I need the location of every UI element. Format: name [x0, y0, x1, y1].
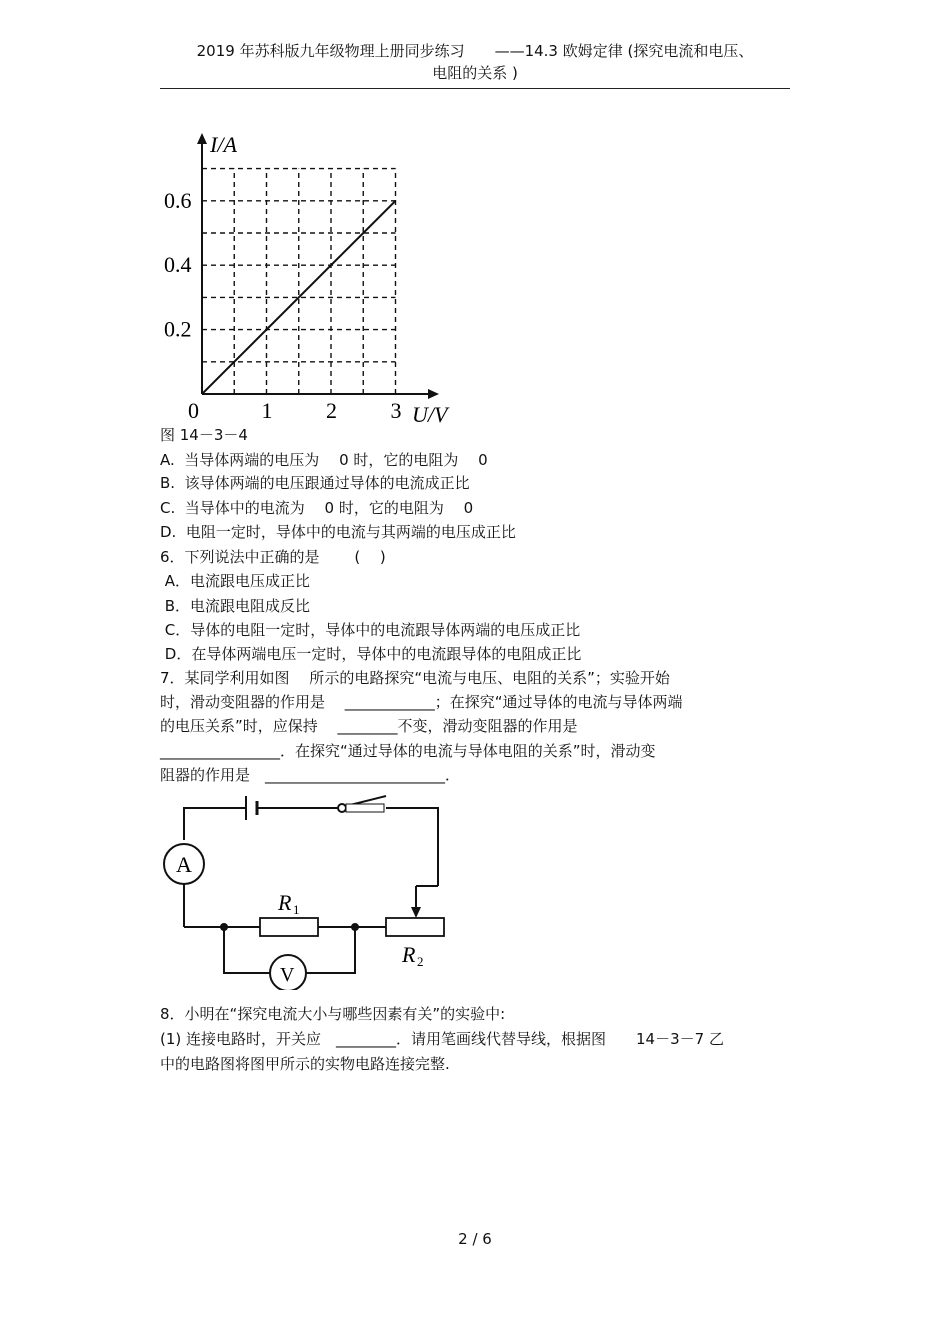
wire-top-right	[386, 808, 438, 886]
circuit-diagram	[158, 790, 458, 990]
switch-contact	[346, 804, 384, 812]
header-rule	[160, 88, 790, 89]
q6-option-b: B．电流跟电阻成反比	[160, 597, 311, 615]
q7-line-3: 的电压关系”时，应保持 ________不变，滑动变阻器的作用是	[160, 717, 578, 735]
y-tick-label: 0.2	[164, 316, 192, 342]
junction-right	[351, 923, 359, 931]
x-tick-label: 0	[188, 398, 199, 423]
r2-subscript: 2	[417, 954, 424, 969]
switch-pivot	[338, 804, 346, 812]
q8-line-3: 中的电路图将图甲所示的实物电路连接完整.	[160, 1055, 450, 1073]
q6-option-a: A．电流跟电压成正比	[160, 572, 311, 590]
q7-line-2: 时，滑动变阻器的作用是 ____________；在探究“通过导体的电流与导体两端	[160, 693, 683, 711]
y-axis-label: I/A	[210, 132, 237, 157]
header-line-1: 2019 年苏科版九年级物理上册同步练习 ——14.3 欧姆定律 (探究电流和电压、	[196, 42, 754, 60]
r2-label: R	[402, 942, 416, 967]
chart-grid	[202, 169, 396, 394]
figure-caption: 图 14－3－4	[160, 426, 248, 444]
resistor-r1	[260, 918, 318, 936]
q5-option-c: C. 当导体中的电流为 0 时，它的电阻为 0	[160, 499, 474, 517]
x-axis-arrow	[428, 389, 439, 399]
voltmeter-wire-left	[224, 927, 270, 973]
ammeter-label: A	[176, 852, 192, 877]
q6-option-d: D．在导体两端电压一定时，导体中的电流跟导体的电阻成正比	[160, 645, 582, 663]
q5-option-a: A. 当导体两端的电压为 0 时，它的电阻为 0	[160, 451, 488, 469]
wire-top-left	[184, 808, 246, 840]
y-tick-label: 0.4	[164, 252, 192, 278]
x-tick-label: 3	[390, 398, 402, 423]
current-voltage-chart	[150, 125, 470, 430]
x-tick-label: 2	[326, 398, 337, 423]
q8-line-2: (1) 连接电路时，开关应 ________．请用笔画线代替导线，根据图 14－3－7 乙	[160, 1030, 724, 1048]
q6-stem: 6．下列说法中正确的是 ( )	[160, 548, 386, 566]
x-axis-label: U/V	[412, 402, 448, 427]
chart-tick-labels	[164, 188, 402, 423]
junction-left	[220, 923, 228, 931]
x-tick-label: 1	[261, 398, 273, 423]
y-tick-label: 0.6	[164, 187, 192, 213]
voltmeter-wire-right	[306, 927, 355, 973]
header-line-2: 电阻的关系 )	[432, 64, 518, 82]
q6-option-c: C．导体的电阻一定时，导体中的电流跟导体两端的电压成正比	[160, 621, 581, 639]
r1-subscript: 1	[293, 902, 300, 917]
q7-line-4: ________________．在探究“通过导体的电流与导体电阻的关系”时，滑动变	[160, 742, 656, 760]
r1-label: R	[278, 890, 292, 915]
voltmeter-label: V	[280, 964, 295, 986]
q7-line-1: 7．某同学利用如图 所示的电路探究“电流与电压、电阻的关系”；实验开始	[160, 669, 670, 687]
y-axis-arrow	[197, 133, 207, 144]
resistor-r2	[386, 918, 444, 936]
r2-slider-arrowhead	[411, 907, 421, 918]
q5-option-d: D. 电阻一定时，导体中的电流与其两端的电压成正比	[160, 523, 516, 541]
q5-option-b: B. 该导体两端的电压跟通过导体的电流成正比	[160, 474, 470, 492]
q8-line-1: 8．小明在“探究电流大小与哪些因素有关”的实验中:	[160, 1005, 506, 1023]
q7-line-5: 阻器的作用是 ________________________．	[160, 766, 461, 784]
page-header	[160, 40, 790, 84]
page-number: 2 / 6	[458, 1230, 492, 1248]
